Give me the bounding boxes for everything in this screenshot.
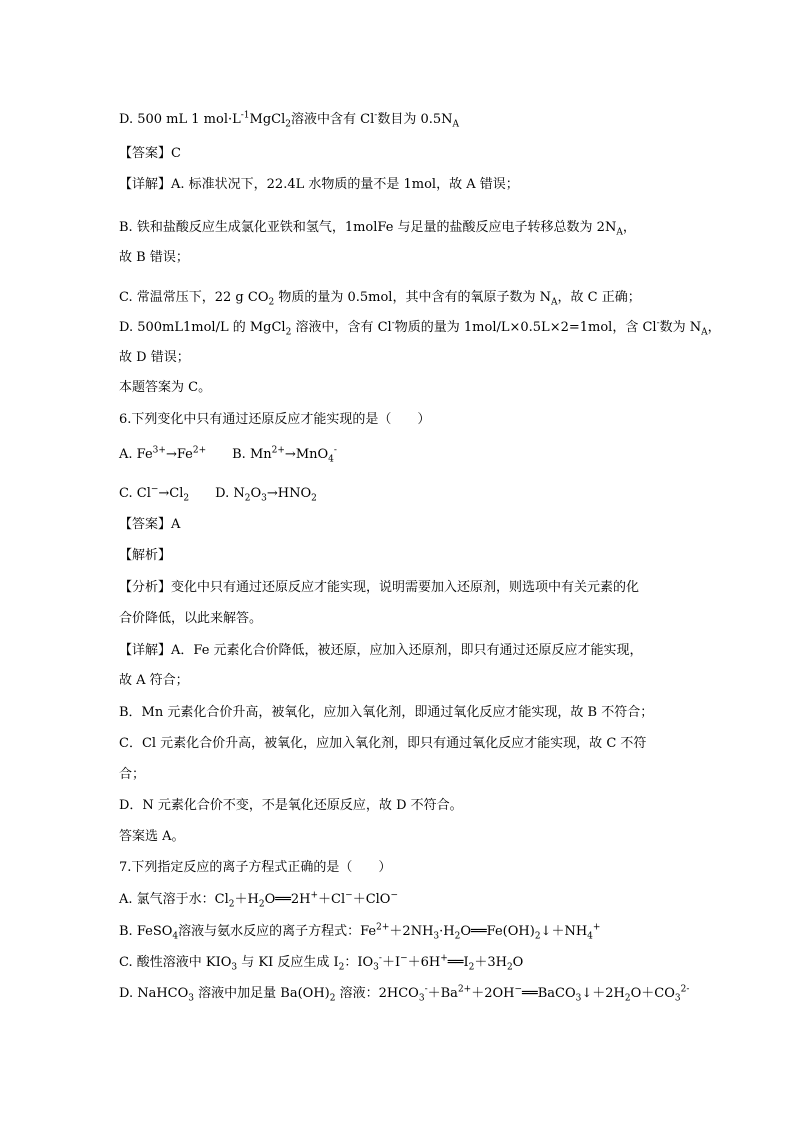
question-6-options-cd: C. $Cl^-\to Cl_2$ D. $N_2O_3\to HNO_2$ — [119, 484, 317, 504]
question-7-option-b: B. FeSO$_4$溶液与氨水反应的离子方程式：$Fe^{2+}+2NH_3\cdot H_2O══Fe(OH)_2↓+NH_4^+$ — [119, 922, 601, 942]
analysis-6-line1: 【分析】变化中只有通过还原反应才能实现，说明需要加入还原剂，则选项中有关元素的化 — [119, 580, 640, 595]
summary-5: 本题答案为 C。 — [119, 380, 212, 395]
answer-5: 【答案】C — [119, 146, 181, 161]
analysis-heading-6: 【解析】 — [119, 548, 172, 563]
detail-5-b-line2: 故 B 错误； — [119, 250, 189, 265]
question-7: 7.下列指定反应的离子方程式正确的是（ ） — [119, 860, 392, 875]
summary-6: 答案选 A。 — [119, 829, 185, 844]
question-5-option-d: D. 500 mL 1 $mol\cdot L^{-1}MgCl_2$溶液中含有 Cl-数目为 $0.5N_A$ — [119, 110, 459, 130]
detail-5-d-line2: 故 D 错误； — [119, 350, 190, 365]
detail-6-d: D．N 元素化合价不变，不是氧化还原反应，故 D 不符合。 — [119, 798, 463, 813]
detail-6-b: B．Mn 元素化合价升高，被氧化，应加入氧化剂，即通过氧化反应才能实现，故 B 不符合； — [119, 705, 654, 720]
detail-5-a: 【详解】A. 标准状况下，22.4L 水物质的量不是 1mol，故 A 错误； — [119, 177, 519, 192]
answer-6: 【答案】A — [119, 517, 181, 532]
detail-5-d-line1: D. 500mL1mol/L 的 MgCl$_2$ 溶液中，含有 Cl-物质的量为 1mol/L×0.5L×2=1mol，含 Cl-数为 $N_A$， — [119, 318, 721, 338]
question-7-option-c: C. 酸性溶液中 $KIO_3$ 与 KI 反应生成 $I_2$：$IO_3^-+I^-+6H^+══I_2+3H_2O$ — [119, 953, 524, 973]
question-6-options-ab: A. $Fe^{3+}\to Fe^{2+}$ B. $Mn^{2+}\to MnO_4^-$ — [119, 445, 337, 465]
detail-5-c: C. 常温常压下，22 g $CO_2$ 物质的量为 0.5mol，其中含有的氧原子数为 $N_A$，故 C 正确； — [119, 290, 641, 308]
question-7-option-d: D. NaHCO$_3$ 溶液中加足量 $Ba(OH)_2$ 溶液：$2HCO_3^-+Ba^{2+}+2OH^-══BaCO_3↓+2H_2O+CO_3^{2-}$ — [119, 984, 690, 1004]
question-7-option-a: A. 氯气溶于水：$Cl_2+H_2O══2H^++Cl^-+ClO^-$ — [119, 890, 399, 910]
detail-6-a-line1: 【详解】A．Fe 元素化合价降低，被还原，应加入还原剂，即只有通过还原反应才能实现， — [119, 643, 643, 658]
analysis-6-line2: 合价降低，以此来解答。 — [119, 611, 263, 626]
question-6: 6.下列变化中只有通过还原反应才能实现的是（ ） — [119, 412, 431, 427]
detail-6-a-line2: 故 A 符合； — [119, 673, 189, 688]
detail-6-c-line2: 合； — [119, 767, 146, 782]
detail-5-b-line1: B. 铁和盐酸反应生成氯化亚铁和氢气，1molFe 与足量的盐酸反应电子转移总数为 $2N_A$， — [119, 220, 636, 238]
detail-6-c-line1: C．Cl 元素化合价升高，被氧化，应加入氧化剂，即只有通过氧化反应才能实现，故 C 不符 — [119, 736, 647, 751]
